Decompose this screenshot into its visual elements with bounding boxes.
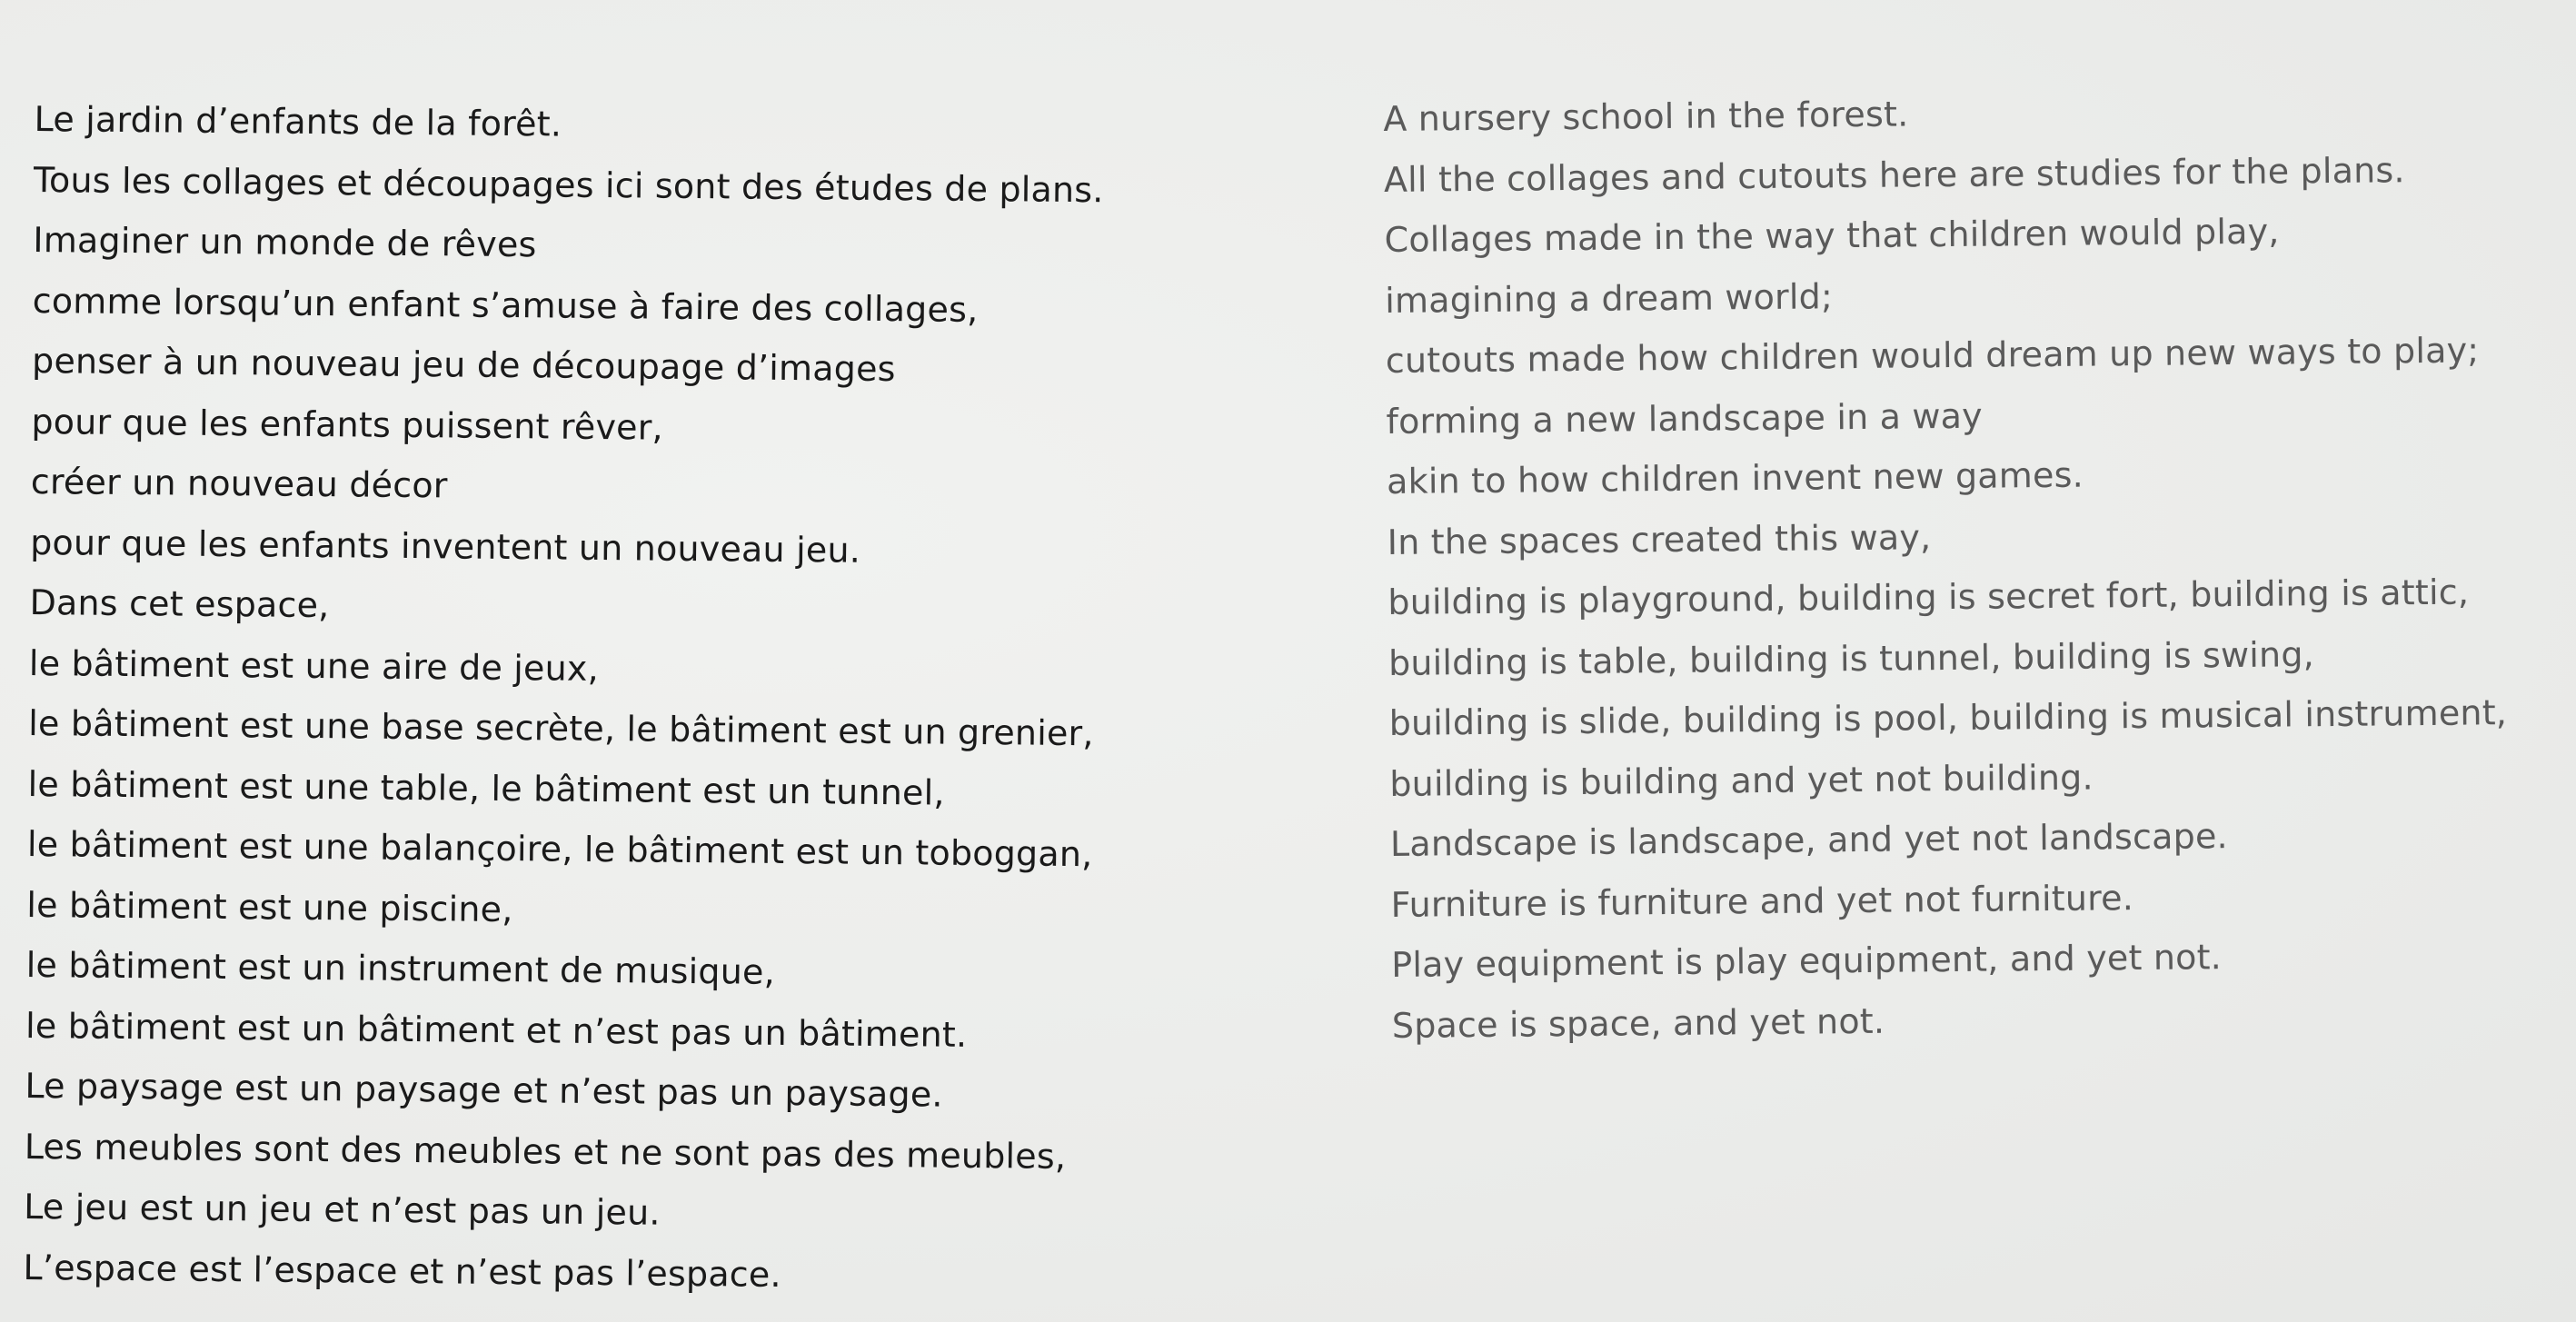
- english-line: akin to how children invent new games.: [1386, 454, 2084, 502]
- english-line: Furniture is furniture and yet not furniture.: [1390, 877, 2134, 925]
- french-line: le bâtiment est une aire de jeux,: [28, 642, 600, 689]
- english-line: In the spaces created this way,: [1387, 516, 1932, 562]
- english-line: Space is space, and yet not.: [1391, 1000, 1885, 1046]
- french-line: Tous les collages et découpages ici sont des études de plans.: [33, 159, 1104, 210]
- english-line: forming a new landscape in a way: [1386, 395, 1984, 442]
- french-line: créer un nouveau décor: [30, 461, 448, 506]
- french-line: Dans cet espace,: [29, 581, 330, 626]
- english-line: All the collages and cutouts here are studies for the plans.: [1383, 149, 2405, 200]
- french-line: comme lorsqu’un enfant s’amuse à faire des collages,: [32, 280, 979, 330]
- french-line: le bâtiment est un bâtiment et n’est pas un bâtiment.: [25, 1005, 968, 1055]
- french-line: le bâtiment est une piscine,: [26, 884, 513, 929]
- french-line: Les meubles sont des meubles et ne sont pas des meubles,: [24, 1126, 1067, 1177]
- english-line: Play equipment is play equipment, and yet not.: [1391, 937, 2223, 985]
- french-text-column: [23, 89, 1104, 1307]
- french-line: pour que les enfants puissent rêver,: [31, 401, 664, 448]
- english-line: Collages made in the way that children would play,: [1384, 211, 2280, 260]
- english-line: imagining a dream world;: [1385, 275, 1834, 321]
- french-line: le bâtiment est un instrument de musique,: [25, 944, 776, 992]
- french-line: le bâtiment est une base secrète, le bâtiment est un grenier,: [28, 702, 1094, 754]
- french-line: Le paysage est un paysage et n’est pas un paysage.: [25, 1065, 943, 1115]
- english-line: building is slide, building is pool, building is musical instrument,: [1388, 692, 2508, 743]
- english-line: A nursery school in the forest.: [1383, 94, 1909, 139]
- english-text-column: [1383, 78, 2511, 1056]
- french-line: Imaginer un monde de rêves: [33, 219, 537, 265]
- french-line: le bâtiment est une balançoire, le bâtiment est un toboggan,: [26, 823, 1093, 875]
- french-line: pour que les enfants inventent un nouveau jeu.: [30, 522, 861, 571]
- english-line: cutouts made how children would dream up new ways to play;: [1385, 330, 2480, 381]
- french-line: penser à un nouveau jeu de découpage d’images: [31, 340, 896, 390]
- french-line: Le jeu est un jeu et n’est pas un jeu.: [23, 1186, 661, 1233]
- english-line: Landscape is landscape, and yet not landscape.: [1389, 816, 2229, 864]
- french-line: le bâtiment est une table, le bâtiment est un tunnel,: [27, 763, 945, 813]
- english-line: building is table, building is tunnel, building is swing,: [1387, 633, 2315, 683]
- french-line: L’espace est l’espace et n’est pas l’espace.: [23, 1247, 781, 1295]
- english-line: building is building and yet not building.: [1389, 757, 2094, 804]
- french-line: Le jardin d’enfants de la forêt.: [34, 98, 562, 144]
- english-line: building is playground, building is secret fort, building is attic,: [1387, 572, 2470, 622]
